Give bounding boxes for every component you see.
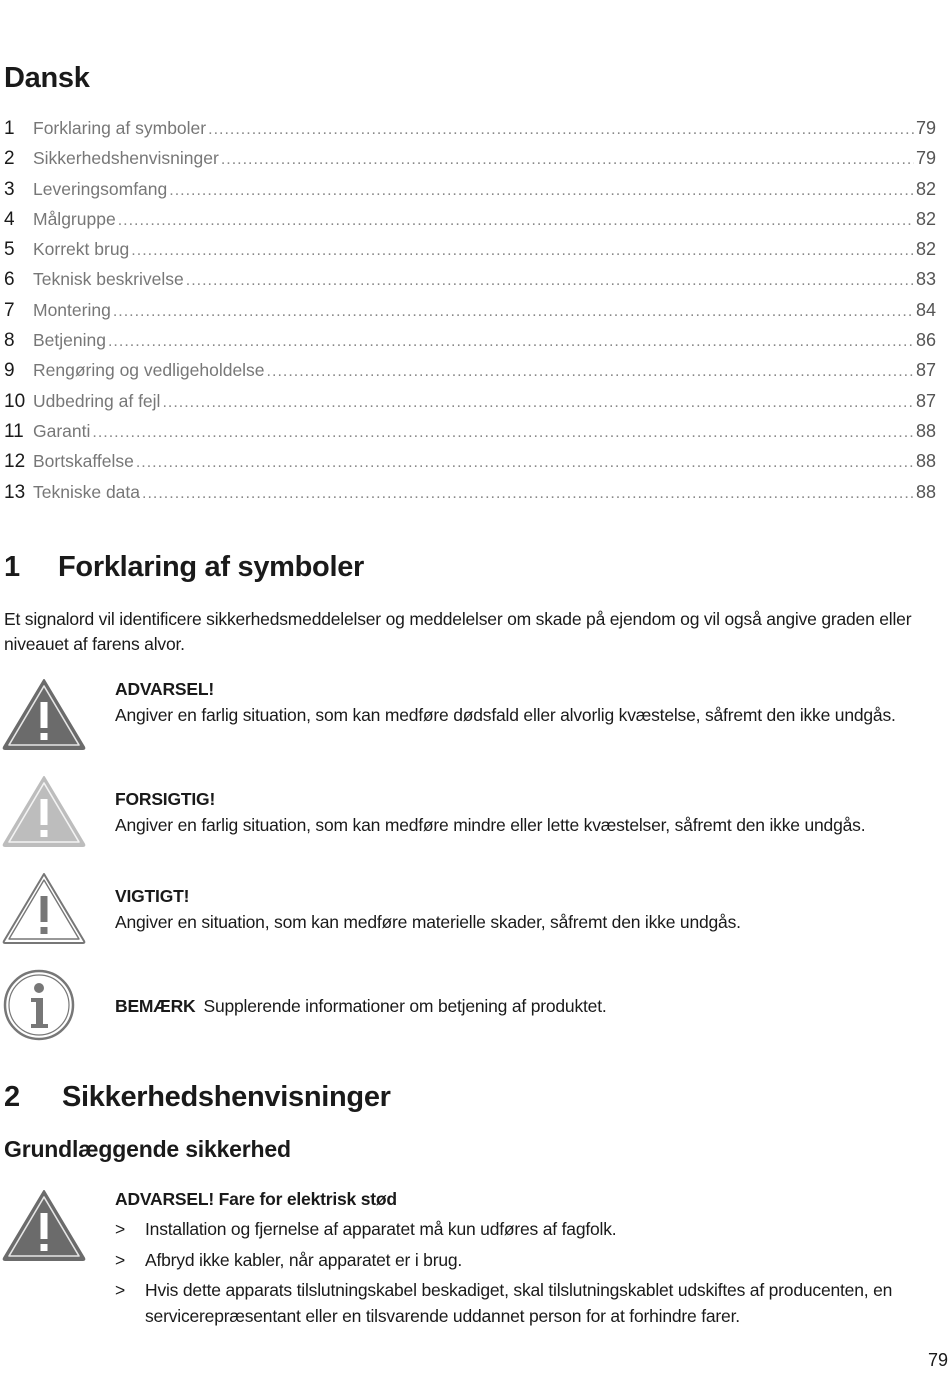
toc-number: 2 [4,148,15,170]
toc-leader-dots [92,424,914,442]
toc-entry[interactable] [4,269,936,299]
toc-entry[interactable] [4,148,936,178]
toc-leader-dots [108,333,914,351]
toc-entry[interactable] [4,330,936,360]
signal-label: ADVARSEL! Fare for elektrisk stød [115,1189,397,1209]
section-1-heading [4,551,364,584]
toc-page: 87 [915,390,936,411]
toc-number: 8 [4,330,15,352]
toc-entry[interactable] [4,451,936,481]
toc-title: Forklaring af symboler [33,118,207,138]
info-circle-icon [2,968,76,1042]
toc-page: 83 [915,269,936,290]
toc-number: 5 [4,239,15,261]
section-title: Forklaring af symboler [58,551,365,583]
toc-number: 9 [4,360,15,382]
electric-shock-warning-label [115,1187,945,1213]
section-title: Sikkerhedshenvisninger [62,1081,391,1113]
toc-page: 88 [915,451,936,472]
chevron-right-icon: > [115,1249,126,1270]
table-of-contents [4,118,936,512]
toc-entry[interactable] [4,421,936,451]
signal-description: Angiver en situation, som kan medføre materielle skader, såfremt den ikke undgås. [115,911,741,932]
list-item [115,1248,950,1274]
toc-leader-dots [162,394,914,412]
toc-number: 10 [4,390,26,412]
toc-entry[interactable] [4,360,936,390]
warning-triangle-dark-icon [2,1188,86,1262]
signal-label: FORSIGTIG! [115,789,216,809]
page-number: 79 [927,1350,948,1370]
signal-advarsel [115,677,945,728]
signal-description: Supplerende informationer om betjening af produktet. [203,996,607,1016]
toc-page: 88 [915,481,936,502]
warning-triangle-dark-icon [2,677,86,751]
signal-description: Angiver en farlig situation, som kan medføre dødsfald eller alvorlig kvæstelse, såfremt den ikke undgås. [115,704,896,725]
toc-page: 79 [915,148,936,169]
safety-bullet-list [115,1217,950,1334]
signal-label: VIGTIGT! [115,886,190,906]
toc-leader-dots [131,242,914,260]
toc-page: 82 [915,208,936,229]
toc-title: Udbedring af fejl [33,390,161,411]
list-item-text: Hvis dette apparats tilslutningskabel beskadiget, skal tilslutningskablet udskiftes af producenten, en servicerepræsentant eller en tilsvarende uddannet person for at forhindre farer. [145,1280,893,1326]
toc-leader-dots [118,212,914,230]
toc-leader-dots [136,454,914,472]
toc-number: 1 [4,118,15,139]
toc-title: Korrekt brug [33,239,130,260]
list-item [115,1217,950,1243]
signal-description: Angiver en farlig situation, som kan medføre mindre eller lette kvæstelser, såfremt den ikke undgås. [115,814,866,835]
signal-label: ADVARSEL! [115,679,214,699]
toc-leader-dots [142,485,914,503]
signal-vigtigt [115,884,945,935]
toc-entry[interactable] [4,482,936,512]
toc-number: 11 [4,420,24,442]
toc-page: 82 [915,178,936,199]
section-number: 1 [4,551,20,583]
toc-title: Rengøring og vedligeholdelse [33,360,265,381]
page-language-title: Dansk [4,62,90,94]
toc-page: 84 [915,299,936,320]
toc-leader-dots [186,272,914,290]
toc-leader-dots [267,363,914,381]
toc-number: 7 [4,299,15,321]
toc-leader-dots [208,121,914,139]
toc-number: 12 [4,451,26,473]
toc-number: 13 [4,481,26,503]
signal-forsigtig [115,787,945,838]
toc-page: 79 [915,118,936,138]
section-2-subtitle: Grundlæggende sikkerhed [4,1136,291,1162]
section-2-heading [4,1081,391,1114]
signal-label: BEMÆRK [115,996,196,1016]
toc-page: 82 [915,239,936,260]
toc-page: 87 [915,360,936,381]
list-item-text: Afbryd ikke kabler, når apparatet er i brug. [145,1249,463,1270]
signal-bemaerk [115,994,945,1020]
toc-title: Bortskaffelse [33,451,134,472]
caution-triangle-light-icon [2,774,86,848]
chevron-right-icon: > [115,1219,126,1239]
toc-title: Leveringsomfang [33,178,168,199]
toc-leader-dots [169,182,914,200]
toc-entry[interactable] [4,209,936,239]
toc-page: 86 [915,330,936,351]
toc-number: 6 [4,269,15,291]
toc-entry[interactable] [4,300,936,330]
toc-number: 3 [4,178,15,200]
toc-entry[interactable] [4,391,936,421]
list-item [115,1278,950,1329]
toc-title: Målgruppe [33,208,116,229]
chevron-right-icon: > [115,1280,126,1300]
toc-leader-dots [113,303,914,321]
toc-title: Montering [33,299,111,320]
section-number: 2 [4,1081,20,1113]
toc-title: Tekniske data [33,481,141,502]
notice-triangle-outline-icon [2,871,86,945]
toc-number: 4 [4,208,15,230]
toc-title: Betjening [33,330,106,351]
toc-entry[interactable] [4,118,936,148]
toc-entry[interactable] [4,179,936,209]
list-item-text: Installation og fjernelse af apparatet må kun udføres af fagfolk. [145,1219,617,1239]
toc-entry[interactable] [4,239,936,269]
toc-title: Teknisk beskrivelse [33,269,184,290]
toc-title: Garanti [33,420,91,441]
toc-leader-dots [221,151,914,169]
toc-title: Sikkerhedshenvisninger [33,148,219,169]
toc-page: 88 [915,420,936,441]
section-1-intro: Et signalord vil identificere sikkerhedsmeddelelser og meddelelser om skade på ejendom og vil også angive graden eller niveauet af farens alvor. [4,609,912,654]
